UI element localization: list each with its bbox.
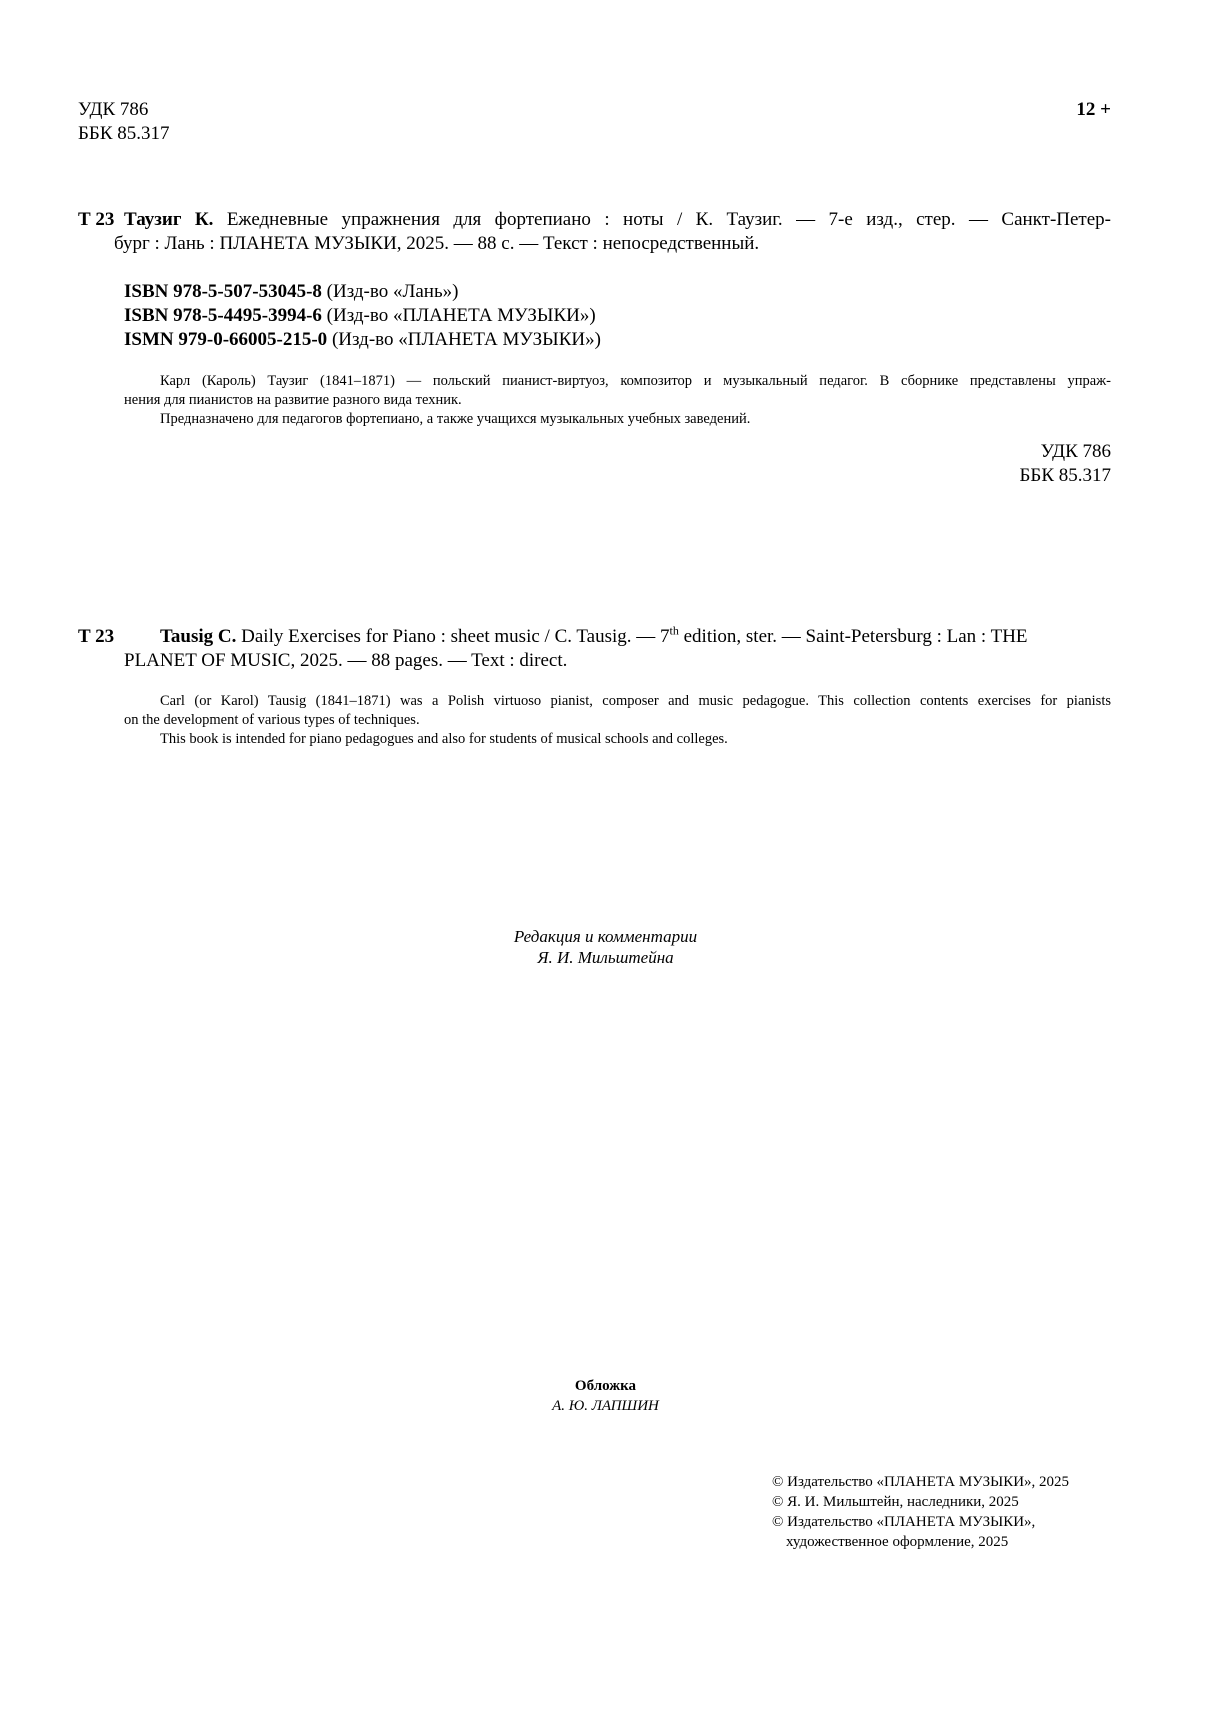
entry-title-a: Daily Exercises for Piano : sheet music / C. Tausig. — 7 [236,626,670,647]
isbn-list [124,280,601,352]
udk-code: УДК 786 [1040,441,1111,462]
cover-artist: А. Ю. ЛАПШИН [552,1398,659,1414]
copyright-block [772,1472,1069,1552]
copyright-line: © Я. И. Мильштейн, наследники, 2025 [772,1494,1019,1510]
ismn-item [124,328,601,352]
isbn-number: ISBN 978-5-4495-3994-6 [124,305,322,326]
entry-line [124,625,1111,649]
copyright-line: © Издательство «ПЛАНЕТА МУЗЫКИ», 2025 [772,1474,1070,1490]
author-name: Таузиг К. [124,209,214,230]
abstract-line: on the development of various types of techniques. [124,712,420,728]
ismn-publisher: (Изд-во «ПЛАНЕТА МУЗЫКИ») [327,329,601,350]
bbk-code: ББК 85.317 [78,123,170,144]
classification-top [78,98,170,146]
copyright-line: © Издательство «ПЛАНЕТА МУЗЫКИ», [772,1514,1036,1530]
bbk-code: ББК 85.317 [1019,465,1111,486]
isbn-publisher: (Изд-во «Лань») [321,281,459,302]
age-rating: 12 + [1076,99,1111,120]
editor-name: Я. И. Мильштейна [537,948,674,967]
bibliographic-entry-en [124,625,1111,673]
edition-superscript: th [669,623,679,638]
author-mark-ru: Т 23 [78,209,115,230]
entry-title: Ежедневные упражнения для фортепиано : ноты / К. Таузиг. — 7-е изд., стер. — Санкт-Петер- [213,209,1111,230]
ismn-number: ISMN 979-0-66005-215-0 [124,329,328,350]
editor-role: Редакция и комментарии [513,927,698,946]
entry-line-2: бург : Лань : ПЛАНЕТА МУЗЫКИ, 2025. — 88 с. — Текст : непосредственный. [114,233,760,254]
author-mark-en: T 23 [78,626,115,647]
copyright-line: художественное оформление, 2025 [786,1534,1009,1550]
entry-line-2: PLANET OF MUSIC, 2025. — 88 pages. — Text : direct. [124,650,568,671]
isbn-publisher: (Изд-во «ПЛАНЕТА МУЗЫКИ») [321,305,596,326]
abstract-line: This book is intended for piano pedagogues and also for students of musical schools and colleges. [160,731,728,747]
entry-title-b: edition, ster. — Saint-Petersburg : Lan : THE [678,626,1028,647]
entry-line [124,208,1111,232]
abstract-line: Carl (or Karol) Tausig (1841–1871) was a Polish virtuoso pianist, composer and music pedagogue. This collection contents exercises for pianists [160,693,1111,709]
abstract-en [124,692,1111,749]
abstract-line: нения для пианистов на развитие разного вида техник. [124,392,462,408]
abstract-line: Предназначено для педагогов фортепиано, а также учащихся музыкальных учебных заведений. [160,411,751,427]
bibliographic-entry-ru [114,208,1111,256]
isbn-number: ISBN 978-5-507-53045-8 [124,281,322,302]
abstract-ru [124,372,1111,429]
editor-credit [0,926,1211,968]
author-name: Tausig C. [160,626,237,647]
udk-code: УДК 786 [78,99,149,120]
abstract-line: Карл (Кароль) Таузиг (1841–1871) — польский пианист-виртуоз, композитор и музыкальный педагог. В сборнике представлены упраж- [160,373,1111,389]
cover-role: Обложка [574,1378,637,1394]
isbn-item [124,304,601,328]
cover-credit [0,1376,1211,1416]
isbn-item [124,280,601,304]
classification-bottom [1020,440,1112,488]
